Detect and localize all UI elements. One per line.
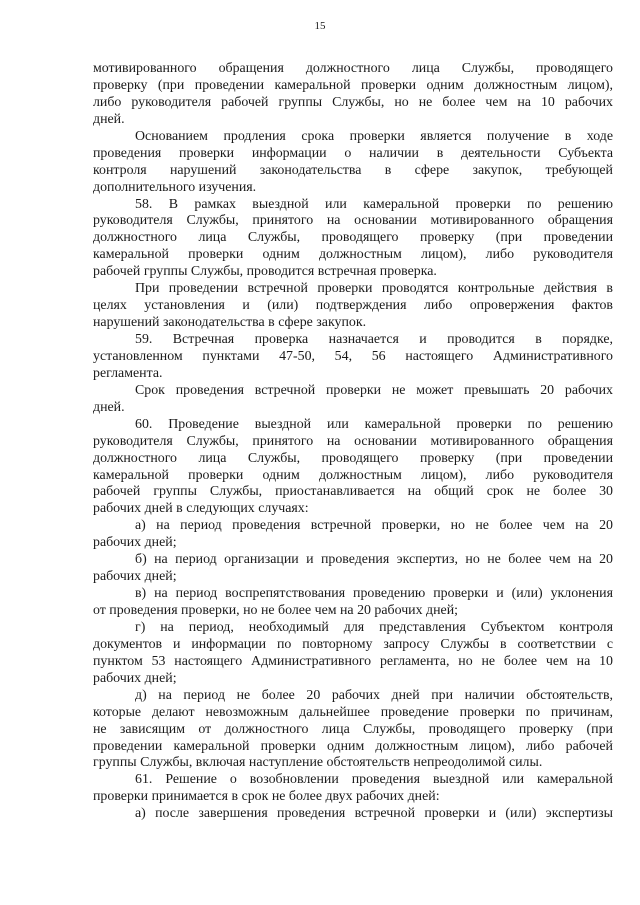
text-line: д) на период не более 20 рабочих дней при наличии обстоятельств, <box>135 687 613 703</box>
text-line: а) на период проведения встречной проверки, но не более чем на 20 <box>135 518 613 534</box>
document-body <box>93 61 613 823</box>
text-line: установленном пунктами 47-50, 54, 56 настоящего Административного <box>93 348 613 364</box>
text-line: проверки принимается в срок не более двух рабочих дней: <box>93 789 440 805</box>
text-line: регламента. <box>93 365 163 381</box>
text-line: руководителя Службы, принятого на основании мотивированного обращения <box>93 213 613 229</box>
text-line: рабочих дней; <box>93 535 177 551</box>
text-line: камеральной проверки одним должностным лицом), либо руководителя <box>93 247 613 263</box>
text-line: целях установления и (или) подтверждения либо опровержения фактов <box>93 298 613 314</box>
text-line: Основанием продления срока проверки является получение в ходе <box>135 128 613 144</box>
text-line: группы Службы, включая наступление обстоятельств непреодолимой силы. <box>93 755 543 771</box>
text-line: не зависящим от должностного лица Службы, проводящего проверку (при <box>93 721 613 737</box>
text-line: 61. Решение о возобновлении проведения выездной или камеральной <box>135 772 613 788</box>
text-line: рабочей группы Службы, приостанавливается на общий срок не более 30 <box>93 484 613 500</box>
text-line: Срок проведения встречной проверки не может превышать 20 рабочих <box>135 382 613 398</box>
text-line: либо руководителя рабочей группы Службы, но не более чем на 10 рабочих <box>93 94 613 110</box>
text-line: 59. Встречная проверка назначается и проводится в порядке, <box>135 332 613 347</box>
text-line: пунктом 53 настоящего Административного регламента, но не более чем на 10 <box>93 653 613 669</box>
text-line: б) на период организации и проведения экспертиз, но не более чем на 20 <box>135 552 613 568</box>
page-number: 15 <box>314 20 326 32</box>
text-line: рабочих дней; <box>93 670 177 686</box>
text-line: мотивированного обращения должностного лица Службы, проводящего <box>93 61 613 76</box>
text-line: дней. <box>93 399 125 415</box>
text-line: 58. В рамках выездной или камеральной проверки по решению <box>135 196 613 212</box>
text-line: должностного лица Службы, проводящего проверку (при проведении <box>93 230 613 246</box>
text-line: дополнительного изучения. <box>93 179 257 195</box>
text-line: проверку (при проведении камеральной проверки одним должностным лицом), <box>93 77 613 93</box>
text-line: При проведении встречной проверки проводятся контрольные действия в <box>135 281 613 297</box>
text-line: дней. <box>93 111 125 127</box>
text-line: проведения проверки информации о наличии в деятельности Субъекта <box>93 145 613 161</box>
text-line: 60. Проведение выездной или камеральной проверки по решению <box>135 416 613 432</box>
text-line: рабочих дней в следующих случаях: <box>93 501 309 517</box>
text-line: руководителя Службы, принятого на основании мотивированного обращения <box>93 433 613 449</box>
text-line: рабочих дней; <box>93 569 177 585</box>
text-line: нарушений законодательства в сфере закупок. <box>93 315 367 331</box>
text-line: которые делают невозможным дальнейшее проведение проверки по причинам, <box>93 704 613 720</box>
text-line: документов и информации по повторному запросу Службы в соответствии с <box>93 636 613 652</box>
text-line: в) на период воспрепятствования проведению проверки и (или) уклонения <box>135 586 613 602</box>
text-line: а) после завершения проведения встречной проверки и (или) экспертизы <box>135 806 613 822</box>
text-line: рабочей группы Службы, проводится встречная проверка. <box>93 264 437 280</box>
text-line: г) на период, необходимый для представления Субъектом контроля <box>135 619 613 635</box>
text-line: должностного лица Службы, проводящего проверку (при проведении <box>93 450 613 466</box>
text-line: от проведения проверки, но не более чем на 20 рабочих дней; <box>93 603 458 618</box>
text-line: контроля нарушений законодательства в сфере закупок, требующей <box>93 162 613 178</box>
text-line: камеральной проверки одним должностным лицом), либо руководителя <box>93 467 613 483</box>
text-line: проведении камеральной проверки одним должностным лицом), либо рабочей <box>93 738 613 754</box>
